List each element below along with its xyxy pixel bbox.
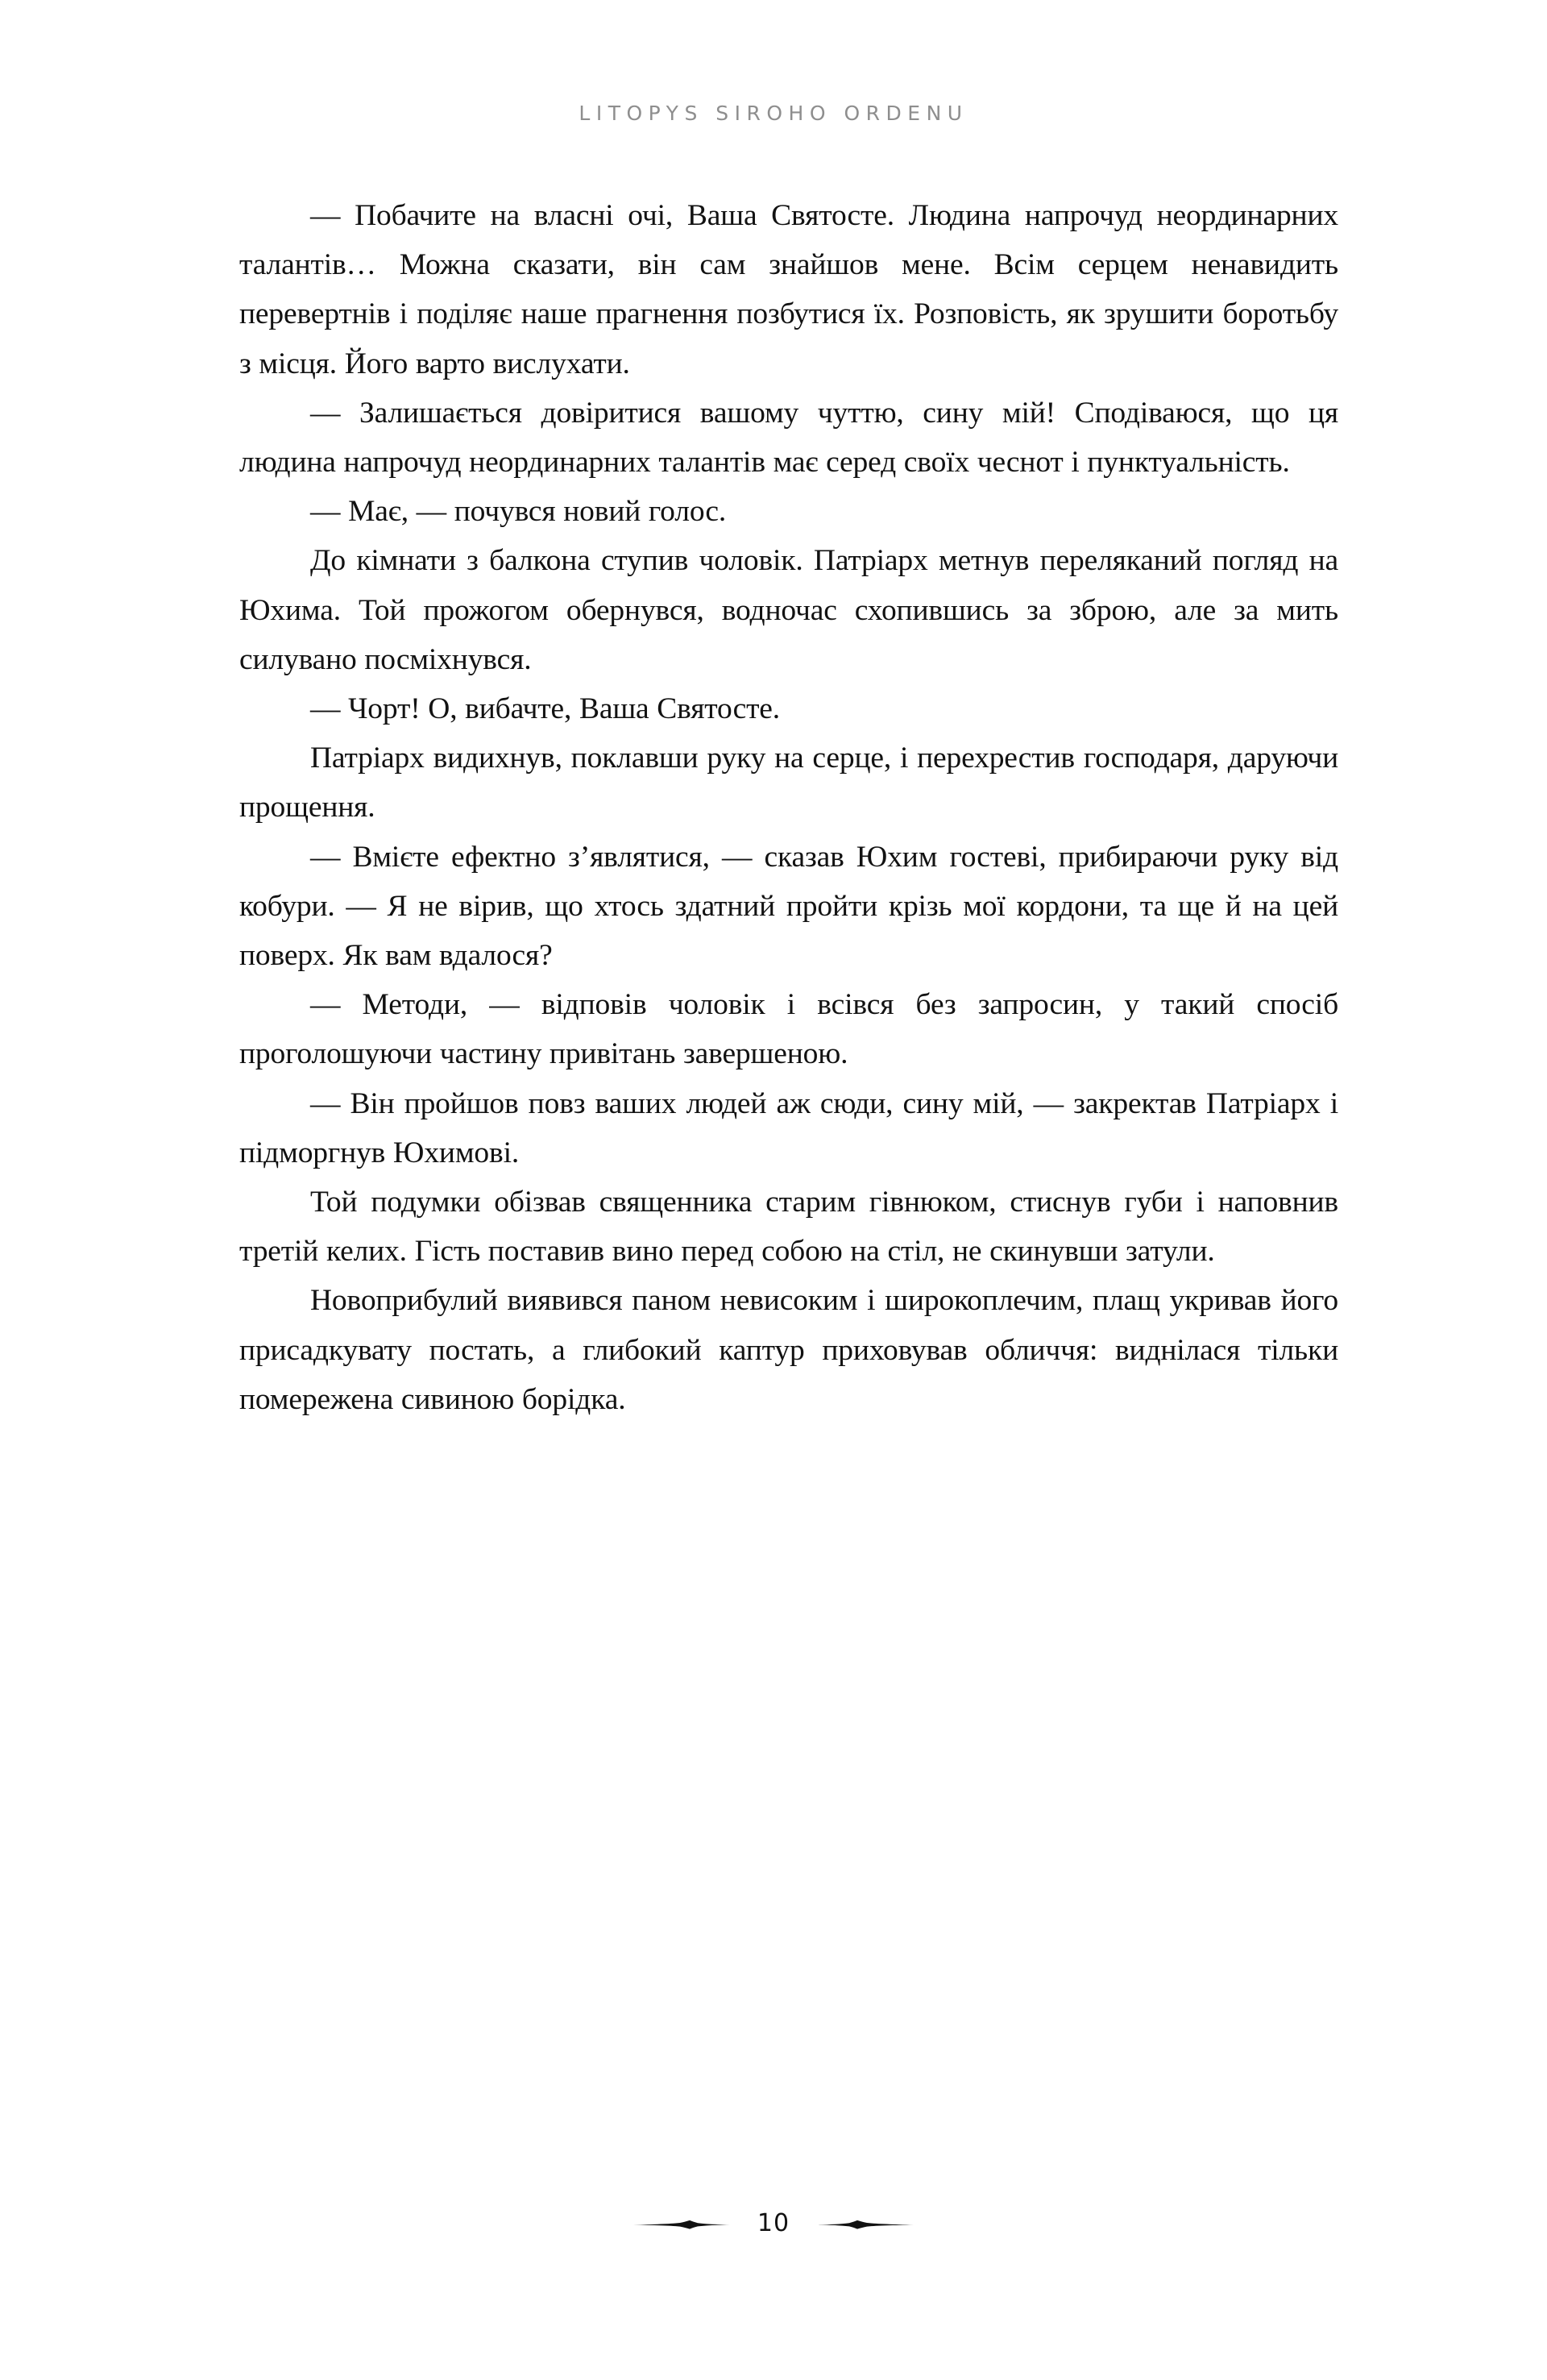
paragraph: Той подумки обізвав священника старим гівнюком, стиснув губи і наповнив третій келих. Гість поставив вино перед собою на стіл, не скинувши затули. [239,1186,1338,1269]
leaf-rule-right-ornament-icon [817,2216,914,2233]
paragraph: — Чорт! О, вибачте, Ваша Святосте. [310,692,781,726]
leaf-rule-left-ornament-icon [633,2216,730,2233]
paragraph: Патріарх видихнув, поклавши руку на серце, і перехрестив господаря, даруючи прощення. [239,741,1338,824]
body-text-block [239,191,1338,1424]
paragraph: — Залишається довіритися вашому чуттю, сину мій! Сподіваюся, що ця людина напрочуд неординарних талантів має серед своїх чеснот і пунктуальність. [239,396,1338,480]
paragraph: — Побачите на власні очі, Ваша Святосте. Людина напрочуд неординарних талантів… Можна сказати, він сам знайшов мене. Всім серцем ненавидить перевертнів і поділяє наше прагнення позбутися їх. Розповість, як зрушити боротьбу з місця. Його варто вислухати. [239,199,1338,380]
paragraph: — Має, — почувся новий голос. [310,495,727,529]
running-header [0,102,1547,125]
paragraph: — Він пройшов повз ваших людей аж сюди, сину мій, — закректав Патріарх і підморгнув Юхимові. [239,1086,1338,1169]
running-header-title: LITOPYS SIROHO ORDENU [579,102,968,125]
paragraph: — Методи, — відповів чоловік і всівся без запросин, у такий спосіб проголошуючи частину привітань завершеною. [239,988,1338,1071]
paragraph: — Вмієте ефектно з’являтися, — сказав Юхим гостеві, прибираючи руку від кобури. — Я не вірив, що хтось здатний пройти крізь мої кордони, та ще й на цей поверх. Як вам вдалося? [239,840,1338,973]
paragraph: До кімнати з балкона ступив чоловік. Патріарх метнув переляканий погляд на Юхима. Той прожогом обернувся, водночас схопившись за зброю, але за мить силувано посміхнувся. [239,544,1338,676]
page-footer [0,2209,1547,2237]
paragraph: Новоприбулий виявився паном невисоким і широкоплечим, плащ укривав його присадкувату постать, а глибокий каптур приховував обличчя: виднілася тільки помережена сивиною борідка. [239,1284,1338,1416]
page-number: 10 [757,2209,790,2237]
